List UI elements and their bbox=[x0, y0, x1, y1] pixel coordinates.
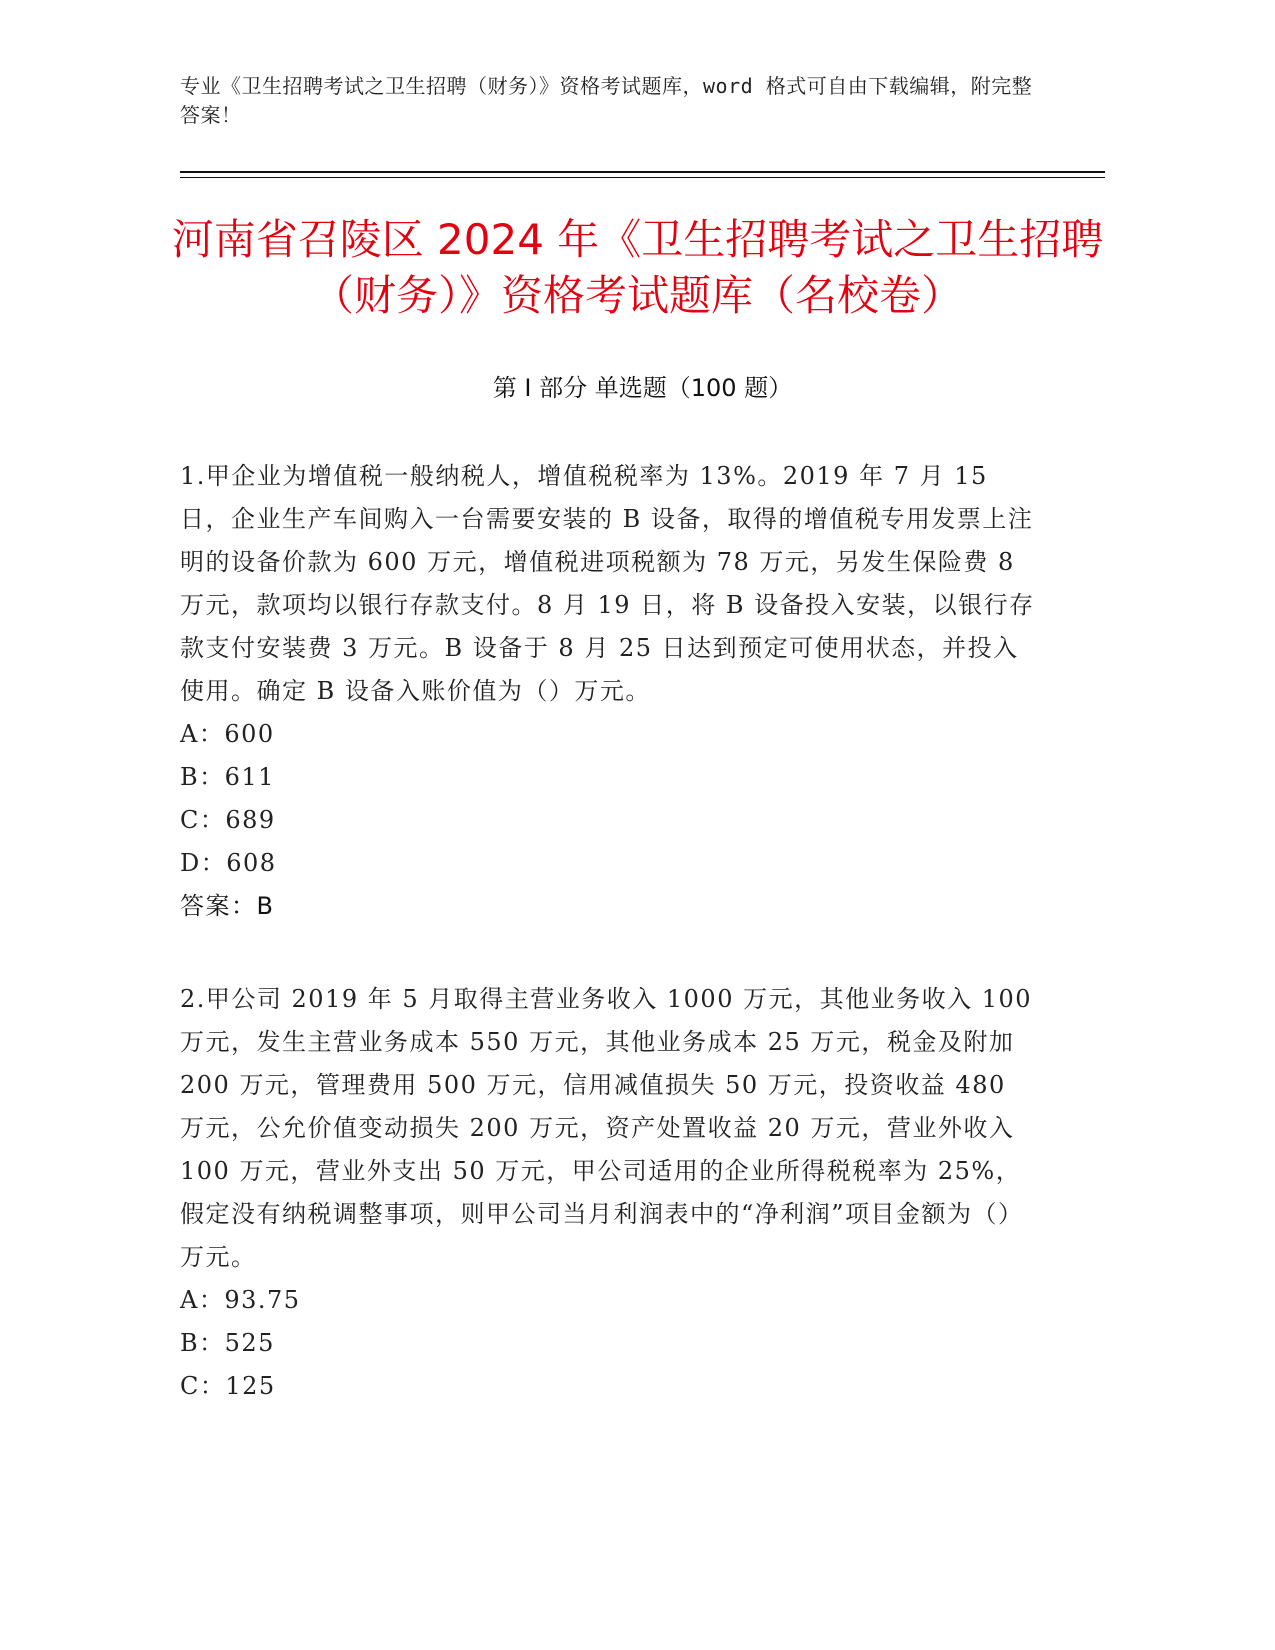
option-b: B：525 bbox=[180, 1329, 275, 1357]
option-b: B：611 bbox=[180, 763, 275, 791]
question-stem: 2.甲公司 2019 年 5 月取得主营业务收入 1000 万元，其他业务收入 100 万元，发生主营业务成本 550 万元，其他业务成本 25 万元，税金及附加 200 万元，管理费用 500 万元，信用减值损失 50 万元，投资收益 480 万元，公允价值变动损失 200 万元，资产处置收益 20 万元，营业外收入 100 万元，营业外支出 50 万元，甲公司适用的企业所得税税率为 25%，假定没有纳税调整事项，则甲公司当月利润表中的“净利润”项目金额为（）万元。 bbox=[180, 985, 1033, 1271]
header-divider-thick bbox=[180, 171, 1105, 173]
option-d: D：608 bbox=[180, 849, 277, 877]
option-c: C：689 bbox=[180, 806, 276, 834]
document-title: 河南省召陵区 2024 年《卫生招聘考试之卫生招聘（财务）》资格考试题库（名校卷） bbox=[171, 215, 1104, 320]
option-c: C：125 bbox=[180, 1372, 276, 1400]
question-stem: 1.甲企业为增值税一般纳税人，增值税税率为 13%。2019 年 7 月 15 日，企业生产车间购入一台需要安装的 B 设备，取得的增值税专用发票上注明的设备价款为 600 万元，增值税进项税额为 78 万元，另发生保险费 8 万元，款项均以银行存款支付。8 月 19 日，将 B 设备投入安装，以银行存款支付安装费 3 万元。B 设备于 8 月 25 日达到预定可使用状态，并投入使用。确定 B 设备入账价值为（）万元。 bbox=[180, 462, 1035, 705]
section-title: 第 I 部分 单选题（100 题） bbox=[492, 374, 793, 402]
option-a: A：93.75 bbox=[180, 1286, 301, 1314]
question-2 bbox=[180, 978, 1040, 1408]
question-1 bbox=[180, 455, 1040, 928]
header-divider-thin bbox=[180, 177, 1105, 178]
option-a: A：600 bbox=[180, 720, 275, 748]
header-note: 专业《卫生招聘考试之卫生招聘（财务）》资格考试题库，word 格式可自由下载编辑，附完整答案！ bbox=[180, 74, 1033, 127]
answer-line: 答案：B bbox=[180, 892, 275, 920]
